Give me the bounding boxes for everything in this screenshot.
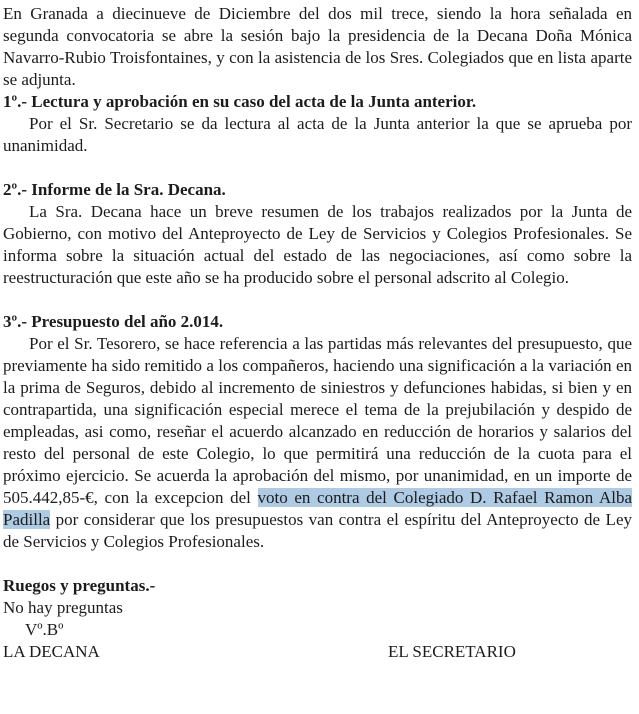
section3-text-after-highlight: por considerar que los presupuestos van contra el espíritu del Anteproyecto de Ley de Servicios y Colegios Profesionales. <box>3 510 632 551</box>
signature-la-decana: LA DECANA <box>3 642 100 661</box>
section3-paragraph <box>3 333 632 553</box>
section1-heading: 1º.- Lectura y aprobación en su caso del acta de la Junta anterior. <box>3 92 477 111</box>
signature-el-secretario: EL SECRETARIO <box>388 642 516 661</box>
ruegos-heading: Ruegos y preguntas.- <box>3 576 156 595</box>
section2-paragraph: La Sra. Decana hace un breve resumen de los trabajos realizados por la Junta de Gobierno, con motivo del Anteproyecto de Ley de Servicios y Colegios Profesionales. Se informa sobre la situación actual del estado de las negociaciones, así como sobre la reestructuración que este año se ha producido sobre el personal adscrito al Colegio. <box>3 202 632 287</box>
vobo-line: Vº.Bº <box>25 620 64 639</box>
section3-heading: 3º.- Presupuesto del año 2.014. <box>3 312 224 331</box>
signature-row <box>3 641 632 663</box>
highlighted-text: voto en contra del Colegiado D. Rafael Ramon Alba Padilla <box>3 488 632 529</box>
section3-text-before-highlight: Por el Sr. Tesorero, se hace referencia a las partidas más relevantes del presupuesto, que previamente ha sido remitido a los compañeros, haciendo una significación a la variación en la prima de Seguros, debido al incremento de siniestros y defunciones habidas, si bien y en contrapartida, una significación especial merece el tema de la prejubilación y despido de empleadas, asi como, reseñar el acuerdo alcanzado en reducción de horarios y salarios del resto del personal de este Colegio, lo que permitirá una reducción de la cuota para el próximo ejercicio. Se acuerda la aprobación del mismo, por unanimidad, en un importe de 505.442,85-€, con la excepcion del <box>3 334 632 507</box>
no-questions-line: No hay preguntas <box>3 598 123 617</box>
section2-heading: 2º.- Informe de la Sra. Decana. <box>3 180 226 199</box>
section1-paragraph: Por el Sr. Secretario se da lectura al acta de la Junta anterior la que se aprueba por unanimidad. <box>3 114 632 155</box>
opening-paragraph: En Granada a diecinueve de Diciembre del dos mil trece, siendo la hora señalada en segunda convocatoria se abre la sesión bajo la presidencia de la Decana Doña Mónica Navarro-Rubio Troisfontaines, y con la asistencia de los Sres. Colegiados que en lista aparte se adjunta. <box>3 4 632 89</box>
